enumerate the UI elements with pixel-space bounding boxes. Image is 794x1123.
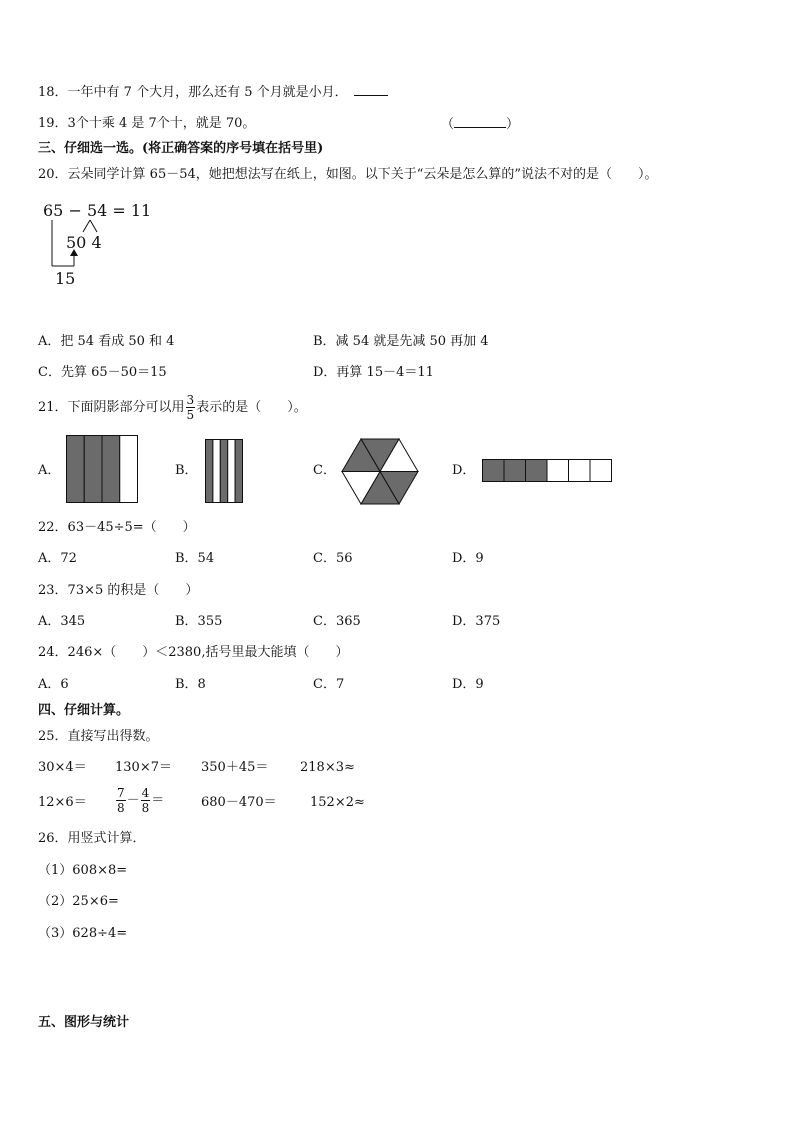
calculation-diagram [38, 196, 168, 291]
calc-fraction-subtraction: $\frac{7}{8}$ － $\frac{4}{8}$ ＝ [117, 786, 165, 815]
question-19-text: 19．3个十乘 4 是 7个十，就是 70。 [38, 116, 256, 131]
q24-option-d[interactable]: D．9 [452, 677, 484, 692]
fraction-3-5: $\frac{3}{5}$ [186, 393, 195, 422]
question-22-text: 22．63－45÷5=（ ） [38, 520, 196, 535]
q22-option-c[interactable]: C．56 [313, 551, 353, 566]
question-25-text: 25．直接写出得数。 [38, 729, 159, 744]
q24-option-b[interactable]: B．8 [175, 677, 206, 692]
answer-blank[interactable] [354, 83, 388, 96]
section-5-title: 五、图形与统计 [38, 1015, 130, 1030]
q22-option-d[interactable]: D．9 [452, 551, 484, 566]
calc-350plus45: 350＋45＝ [201, 760, 269, 775]
question-21-text-after: 表示的是（ ）。 [196, 400, 307, 415]
q23-option-c[interactable]: C．365 [313, 614, 361, 629]
vertical-calc-1: （1）608×8= [38, 863, 128, 878]
q23-option-a[interactable]: A．345 [38, 614, 86, 629]
diagram-split: 50 4 [66, 233, 102, 252]
option-d-figure[interactable] [482, 459, 612, 483]
option-b[interactable]: B．减 54 就是先减 50 再加 4 [313, 334, 489, 349]
question-18 [38, 83, 388, 102]
option-b-figure[interactable] [205, 439, 243, 503]
option-a[interactable]: A．把 54 看成 50 和 4 [38, 334, 175, 349]
question-19 [38, 115, 255, 133]
diagram-equation: 65 − 54 = 11 [43, 201, 152, 220]
question-23-text: 23．73×5 的积是（ ） [38, 583, 199, 598]
question-19-answer-paren[interactable]: （ ） [441, 117, 520, 132]
option-c[interactable]: C．先算 65－50＝15 [38, 365, 167, 380]
q22-option-b[interactable]: B．54 [175, 551, 215, 566]
option-d-label[interactable]: D． [452, 463, 476, 478]
calc-218x3: 218×3≈ [300, 760, 355, 775]
option-c-figure[interactable] [341, 438, 419, 506]
vertical-calc-3: （3）628÷4= [38, 926, 128, 941]
calc-152x2: 152×2≈ [310, 795, 365, 810]
option-b-label[interactable]: B． [175, 463, 198, 478]
calc-680minus470: 680－470＝ [201, 795, 277, 810]
q24-option-a[interactable]: A．6 [38, 677, 69, 692]
question-20-text: 20．云朵同学计算 65－54，她把想法写在纸上，如图。以下关于“云朵是怎么算的”说法不对的是（ ）。 [38, 167, 658, 182]
option-a-label[interactable]: A． [38, 463, 61, 478]
option-d[interactable]: D．再算 15－4＝11 [313, 365, 434, 380]
section-3-title: 三、仔细选一选。(将正确答案的序号填在括号里) [38, 141, 324, 156]
q23-option-b[interactable]: B．355 [175, 614, 223, 629]
question-21-text-before: 21．下面阴影部分可以用 [38, 400, 185, 415]
question-18-text: 18．一年中有 7 个大月，那么还有 5 个月就是小月． [38, 85, 348, 100]
question-26-text: 26．用竖式计算． [38, 831, 146, 846]
calc-30x4: 30×4＝ [38, 760, 87, 775]
q23-option-d[interactable]: D．375 [452, 614, 501, 629]
diagram-result: 15 [55, 269, 76, 288]
calc-12x6: 12×6＝ [38, 795, 87, 810]
question-21 [38, 393, 307, 423]
vertical-calc-2: （2）25×6= [38, 894, 119, 909]
fraction-4-8: $\frac{4}{8}$ [141, 786, 150, 815]
fraction-7-8: $\frac{7}{8}$ [117, 786, 125, 815]
question-24-text: 24．246×（ ）＜2380,括号里最大能填（ ） [38, 645, 349, 660]
q22-option-a[interactable]: A．72 [38, 551, 77, 566]
option-c-label[interactable]: C． [313, 463, 336, 478]
option-a-figure[interactable] [66, 435, 138, 503]
calc-130x7: 130×7＝ [115, 760, 172, 775]
section-4-title: 四、仔细计算。 [38, 703, 130, 718]
answer-blank[interactable] [454, 115, 506, 128]
q24-option-c[interactable]: C．7 [313, 677, 345, 692]
